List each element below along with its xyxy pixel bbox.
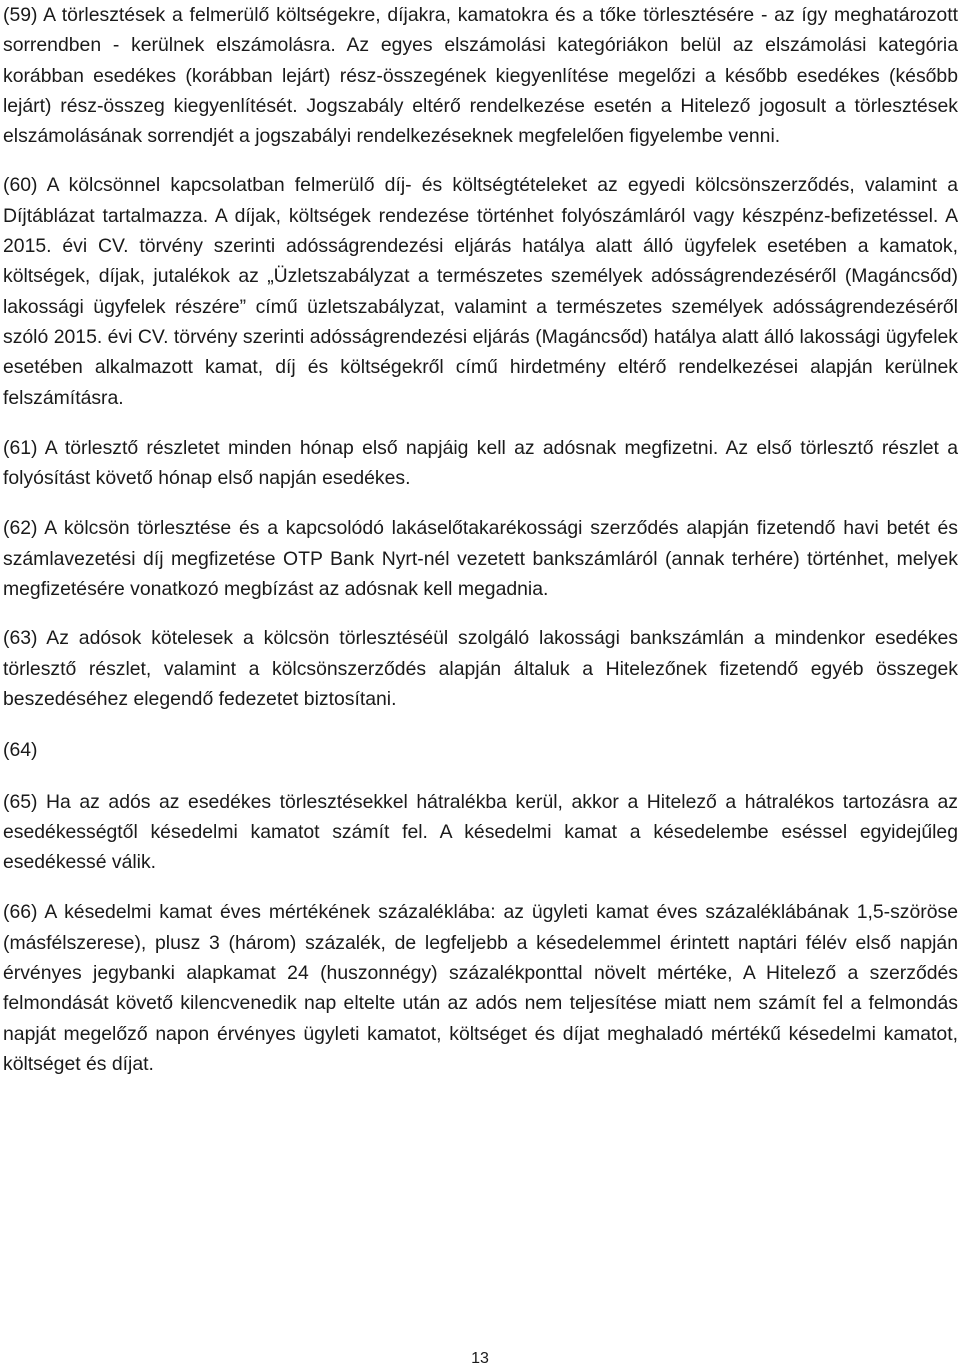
paragraph-62: (62) A kölcsön törlesztése és a kapcsolódó lakáselőtakarékossági szerződés alapján fizetendő havi betét és számlavezetési díj megfizetése OTP Bank Nyrt-nél vezetett bankszámláról (annak terhére) történhet, melyek megfizetésére vonatkozó megbízást az adósnak kell megadnia. — [3, 517, 958, 601]
paragraph-60: (60) A kölcsönnel kapcsolatban felmerülő díj- és költségtételeket az egyedi kölcsönszerződés, valamint a Díjtáblázat tartalmazza. A díjak, költségek rendezése történhet folyószámláról vagy készpénz-befizetéssel. A 2015. évi CV. törvény szerinti adósságrendezési eljárás hatálya alatt álló ügyfelek esetében a kamatok, költségek, díjak, jutalékok az „Üzletszabályzat a természetes személyek adósságrendezéséről (Magáncsőd) lakossági ügyfelek részére” című üzletszabályzat, valamint a természetes személyek adósságrendezéséről szóló 2015. évi CV. törvény szerinti adósságrendezési eljárás (Magáncsőd) hatálya alatt álló lakossági ügyfelek esetében alkalmazott kamat, díj és költségekről című hirdetmény eltérő rendelkezései alapján kerülnek felszámításra. — [3, 174, 958, 409]
paragraph-61: (61) A törlesztő részletet minden hónap első napjáig kell az adósnak megfizetni. Az első törlesztő részlet a folyósítást követő hónap első napján esedékes. — [3, 436, 958, 490]
paragraph-59: (59) A törlesztések a felmerülő költségekre, díjakra, kamatokra és a tőke törlesztésére - az így meghatározott sorrendben - kerülnek elszámolásra. Az egyes elszámolási kategóriákon belül az elszámolási kategória korábban esedékes (korábban lejárt) rész-összegének kiegyenlítése megelőzi a később esedékes (később lejárt) rész-összeg kiegyenlítését. Jogszabály eltérő rendelkezése esetén a Hitelező jogosult a törlesztések elszámolásának sorrendjét a jogszabályi rendelkezéseknek megfelelően figyelembe venni. — [3, 4, 958, 148]
paragraph-64: (64) — [3, 739, 38, 762]
paragraph-65: (65) Ha az adós az esedékes törlesztésekkel hátralékba kerül, akkor a Hitelező a hátralékos tartozásra az esedékességtől késedelmi kamatot számít fel. A késedelmi kamat a késedelembe eséssel egyidejűleg esedékessé válik. — [3, 790, 958, 874]
page-number: 13 — [471, 1350, 489, 1367]
paragraph-66: (66) A késedelmi kamat éves mértékének százaléklába: az ügyleti kamat éves százaléklábának 1,5-szöröse (másfélszerese), plusz 3 (három) százalék, de legfeljebb a késedelemmel érintett naptári félév első napján érvényes jegybanki alapkamat 24 (huszonnégy) százalékponttal növelt mértéke, A Hitelező a szerződés felmondását követő kilencvenedik nap eltelte után az adós nem teljesítése miatt nem számít fel a felmondás napját megelőző napon érvényes ügyleti kamatot, költséget és díjat meghaladó mértékű késedelmi kamatot, költséget és díjat. — [3, 901, 958, 1075]
paragraph-63: (63) Az adósok kötelesek a kölcsön törlesztéséül szolgáló lakossági bankszámlán a mindenkor esedékes törlesztő részlet, valamint a kölcsönszerződés alapján általuk a Hitelezőnek fizetendő egyéb összegek beszedéséhez elegendő fedezetet biztosítani. — [3, 627, 958, 710]
document-page — [3, 0, 958, 1079]
